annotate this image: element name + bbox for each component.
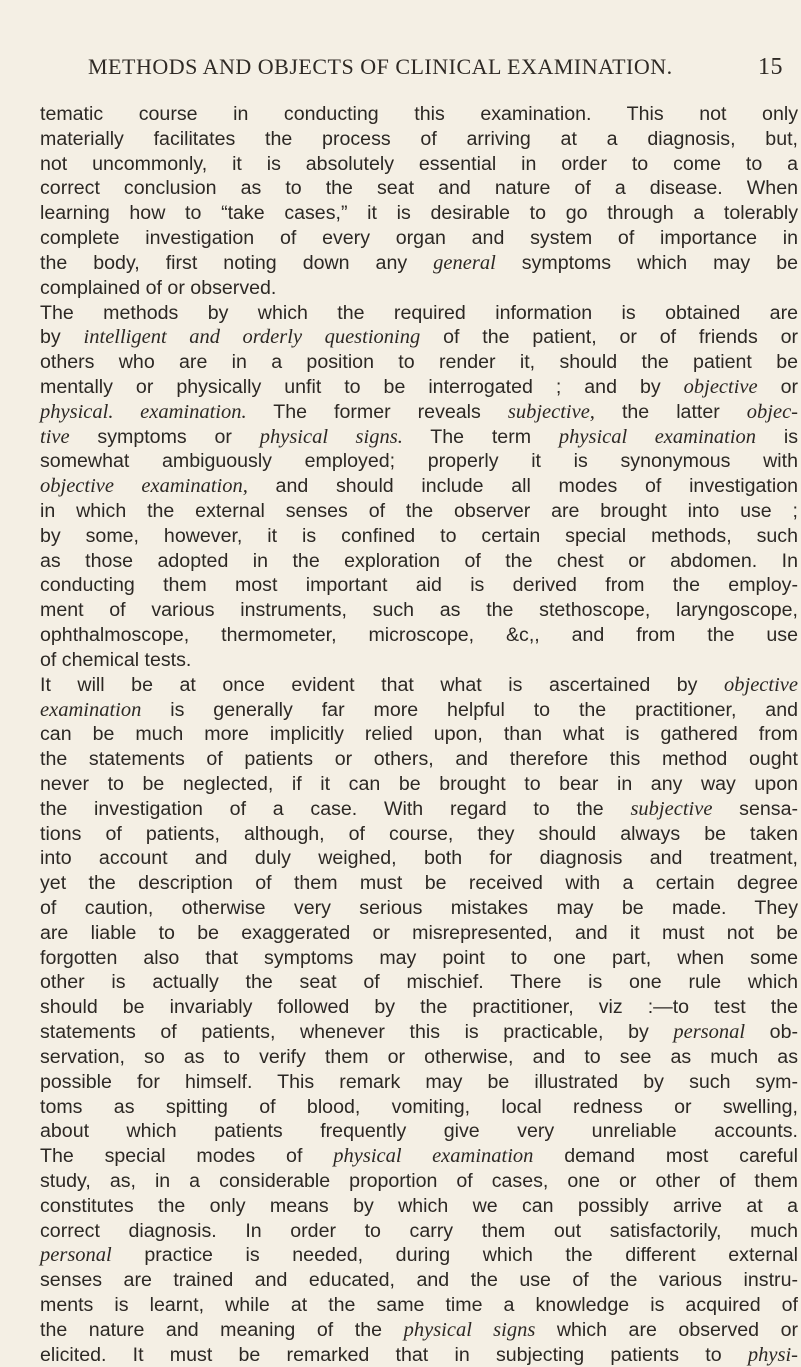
- italic-text-run: objec-: [746, 400, 799, 423]
- text-run: constitutes the only means by which we can possibly arrive at a: [40, 1194, 798, 1217]
- text-run: in which the external senses of the observer are brought into use ;: [40, 500, 798, 522]
- text-run: the investigation of a case. With regard to the: [40, 797, 631, 820]
- italic-text-run: physical examination: [558, 425, 757, 448]
- text-run: The methods by which the required information is obtained are: [40, 301, 798, 324]
- text-run: practice is needed, during which the different external: [111, 1244, 798, 1267]
- text-run: is generally far more helpful to the practitioner, and: [141, 698, 798, 721]
- text-line: [40, 995, 798, 1020]
- text-line: [40, 722, 798, 747]
- text-line: [40, 301, 798, 326]
- text-line: [40, 524, 798, 549]
- text-run: tematic course in conducting this examination. This not only: [40, 103, 798, 125]
- text-run: The term: [402, 425, 559, 448]
- text-line: [40, 598, 798, 623]
- text-line: [40, 772, 798, 797]
- text-line: [40, 375, 798, 400]
- text-line: [40, 425, 798, 450]
- italic-text-run: physical signs.: [259, 425, 403, 448]
- text-line: [40, 1169, 798, 1194]
- italic-text-run: personal: [40, 1244, 112, 1267]
- text-run: yet the description of them must be received with a certain degree: [40, 872, 798, 895]
- text-line: [40, 797, 798, 822]
- italic-text-run: objective examination,: [40, 475, 248, 498]
- text-run: sensa-: [712, 797, 798, 820]
- text-line: [40, 896, 798, 921]
- text-run: statements of patients, whenever this is practicable, by: [40, 1021, 674, 1044]
- text-run: ments is learnt, while at the same time a knowledge is acquired of: [40, 1294, 798, 1316]
- page-number: 15: [758, 54, 783, 80]
- text-line: [40, 127, 798, 152]
- text-line: [40, 1343, 798, 1367]
- italic-text-run: intelligent and orderly questioning: [83, 326, 421, 349]
- text-line: [40, 1070, 798, 1095]
- text-run: symptoms which may be: [495, 251, 798, 274]
- text-line: [40, 1243, 798, 1268]
- text-line: [40, 152, 798, 177]
- text-line: [40, 1268, 798, 1293]
- text-run: complete investigation of every organ and system of importance in: [40, 227, 798, 250]
- text-line: [40, 698, 798, 723]
- text-run: forgotten also that symptoms may point to one part, when some: [40, 946, 798, 969]
- text-run: It will be at once evident that what is ascertained by: [40, 673, 725, 696]
- text-line: [40, 846, 798, 871]
- text-run: The former reveals: [246, 400, 508, 423]
- text-line: [40, 549, 798, 574]
- text-run: by: [40, 326, 84, 349]
- text-line: [40, 1045, 798, 1070]
- text-line: [40, 946, 798, 971]
- body-text: [40, 102, 798, 1367]
- text-run: mentally or physically unfit to be interrogated ; and by: [40, 375, 684, 398]
- text-run: are liable to be exaggerated or misrepresented, and it must not be: [40, 921, 798, 944]
- text-run: conducting them most important aid is derived from the employ-: [40, 574, 798, 597]
- text-line: [40, 822, 798, 847]
- text-run: and should include all modes of investigation: [247, 475, 798, 498]
- text-run: of chemical tests.: [40, 648, 192, 671]
- text-run: study, as, in a considerable proportion of cases, one or other of them: [40, 1169, 798, 1192]
- text-line: [40, 325, 798, 350]
- text-line: [40, 1293, 798, 1318]
- text-run: not uncommonly, it is absolutely essential in order to come to a: [40, 152, 798, 175]
- text-line: [40, 871, 798, 896]
- italic-text-run: objective: [724, 673, 798, 696]
- text-line: [40, 921, 798, 946]
- text-run: ment of various instruments, such as the stethoscope, laryngoscope,: [40, 599, 798, 622]
- text-run: should be invariably followed by the practitioner, viz :—to test the: [40, 996, 798, 1019]
- italic-text-run: physical. examination.: [40, 400, 247, 423]
- text-run: learning how to “take cases,” it is desirable to go through a tolerably: [40, 202, 798, 225]
- text-line: [40, 449, 798, 474]
- text-run: the statements of patients or others, and therefore this method ought: [40, 748, 798, 771]
- italic-text-run: physical signs: [403, 1318, 536, 1341]
- text-run: into account and duly weighed, both for diagnosis and treatment,: [40, 847, 798, 870]
- text-line: [40, 1318, 798, 1343]
- text-run: somewhat ambiguously employed; properly it is synonymous with: [40, 450, 798, 473]
- text-line: [40, 573, 798, 598]
- text-line: [40, 1095, 798, 1120]
- text-run: of caution, otherwise very serious mistakes may be made. They: [40, 897, 798, 919]
- text-run: materially facilitates the process of arriving at a diagnosis, but,: [40, 127, 798, 150]
- text-run: elicited. It must be remarked that in subjecting patients to: [40, 1343, 748, 1366]
- text-run: the body, first noting down any: [40, 251, 434, 274]
- text-run: ob-: [745, 1021, 798, 1044]
- text-run: others who are in a position to render it, should the patient be: [40, 351, 798, 374]
- text-line: [40, 474, 798, 499]
- italic-text-run: physical examination: [333, 1145, 534, 1168]
- text-line: [40, 623, 798, 648]
- text-run: servation, so as to verify them or otherwise, and to see as much as: [40, 1045, 798, 1068]
- italic-text-run: examination: [40, 698, 142, 721]
- text-run: as those adopted in the exploration of the chest or abdomen. In: [40, 549, 798, 572]
- text-run: the nature and meaning of the: [40, 1318, 404, 1341]
- text-run: senses are trained and educated, and the use of the various instru-: [40, 1269, 798, 1292]
- text-line: [40, 673, 798, 698]
- text-line: [40, 276, 798, 301]
- text-run: about which patients frequently give very unreliable accounts.: [40, 1120, 798, 1143]
- text-line: [40, 1194, 798, 1219]
- text-run: ophthalmoscope, thermometer, microscope, &c,, and from the use: [40, 624, 798, 647]
- text-line: [40, 350, 798, 375]
- running-title: METHODS AND OBJECTS OF CLINICAL EXAMINATION.: [88, 54, 673, 79]
- text-run: demand most careful: [533, 1145, 798, 1168]
- italic-text-run: objective: [683, 375, 758, 398]
- text-run: possible for himself. This remark may be illustrated by such sym-: [40, 1070, 798, 1093]
- text-run: of the patient, or of friends or: [420, 326, 799, 349]
- text-run: by some, however, it is confined to certain special methods, such: [40, 524, 798, 547]
- text-run: never to be neglected, if it can be brought to bear in any way upon: [40, 772, 798, 795]
- text-line: [40, 226, 798, 251]
- text-line: [40, 1219, 798, 1244]
- text-run: correct conclusion as to the seat and nature of a disease. When: [40, 177, 798, 200]
- text-run: is: [756, 425, 798, 448]
- text-run: correct diagnosis. In order to carry them out satisfactorily, much: [40, 1219, 798, 1242]
- text-run: the latter: [594, 400, 747, 423]
- text-run: tions of patients, although, of course, they should always be taken: [40, 822, 798, 845]
- text-run: can be much more implicitly relied upon, than what is gathered from: [40, 723, 798, 746]
- text-line: [40, 400, 798, 425]
- text-line: [40, 102, 798, 127]
- running-header: [88, 54, 791, 84]
- text-run: symptoms or: [69, 425, 260, 448]
- text-run: other is actually the seat of mischief. There is one rule which: [40, 971, 798, 994]
- text-line: [40, 176, 798, 201]
- text-line: [40, 648, 798, 673]
- text-line: [40, 251, 798, 276]
- text-line: [40, 201, 798, 226]
- text-run: complained of or observed.: [40, 276, 277, 299]
- text-line: [40, 747, 798, 772]
- text-run: which are observed or: [535, 1318, 799, 1341]
- text-run: The special modes of: [40, 1145, 334, 1168]
- text-line: [40, 1119, 798, 1144]
- text-line: [40, 970, 798, 995]
- italic-text-run: tive: [40, 425, 70, 448]
- italic-text-run: personal: [673, 1021, 746, 1044]
- text-line: [40, 1144, 798, 1169]
- text-line: [40, 1020, 798, 1045]
- italic-text-run: general: [433, 251, 496, 274]
- text-run: or: [757, 375, 799, 398]
- text-run: toms as spitting of blood, vomiting, local redness or swelling,: [40, 1095, 798, 1118]
- italic-text-run: subjective,: [507, 400, 595, 423]
- italic-text-run: subjective: [630, 797, 713, 820]
- text-line: [40, 499, 798, 524]
- italic-text-run: physi-: [747, 1343, 798, 1366]
